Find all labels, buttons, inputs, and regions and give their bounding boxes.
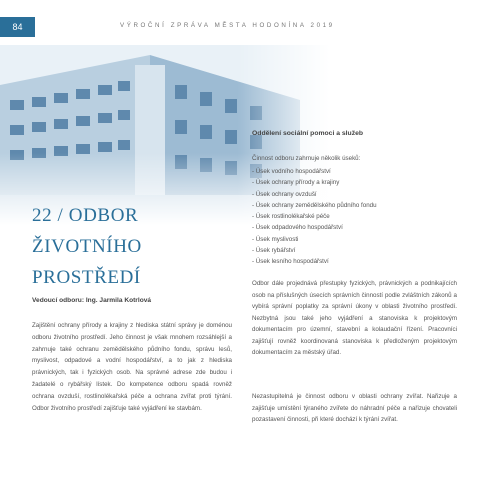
chapter-title-line: 22 / ODBOR — [32, 205, 139, 226]
list-item: - Úsek ochrany ovzduší — [252, 190, 317, 198]
list-item: - Úsek vodního hospodářství — [252, 168, 331, 175]
list-item: - Úsek rybářství — [252, 247, 296, 255]
chapter-title — [32, 200, 232, 293]
list-item: - Úsek myslivosti — [252, 235, 299, 243]
paragraph-animal-protection: Nezastupitelná je činnost odboru v oblasti ochrany zvířat. Nařizuje a zajišťuje umístění týraného zvířete do náhradní péče a nařizuje chovateli pozastavení činnosti, při které dochází k týrání zvířat. — [252, 393, 457, 423]
list-item: - Úsek odpadového hospodářství — [252, 224, 343, 232]
running-header: VÝROČNÍ ZPRÁVA MĚSTA HODONÍNA 2019 — [120, 22, 335, 29]
section-heading: Oddělení sociální pomoci a služeb — [252, 130, 364, 137]
department-description: Zajištění ochrany přírody a krajiny z hlediska státní správy je doménou odboru životního prostředí. Jeho činnost je však mnohem rozsáhlejší a zahrnuje také ochranu zemědělského půdního fondu, správu lesů, myslivost, odpadové a vodní hospodářství, a to jak z hlediska právnických, tak i fyzických osob. Na správné adrese zde budou i žadatelé o rybářský lístek. Do kompetence odboru spadá rovněž ochrana ovzduší, rostlinolékařská péče a ochrana zvířat proti týrání. Odbor životního prostředí zajišťuje také vyjádření ke stavbám. — [32, 322, 232, 412]
paragraph-offences: Odbor dále projednává přestupky fyzických, právnických a podnikajících osob na příslušných úsecích správních činností podle zvláštních zákonů a vybírá správní poplatky za správní úkony v oblasti životního prostředí. Nezbytná jsou také jeho vyjádření a stanoviska k projektovým dokumentacím pro územní, stavební a kolaudační řízení. Pracovníci zajišťují rovněž koordinovaná stanoviska k předloženým projektovým dokumentacím za městský úřad. — [252, 280, 457, 356]
department-head: Vedoucí odboru: Ing. Jarmila Kotrlová — [32, 297, 152, 304]
chapter-title-line: PROSTŘEDÍ — [32, 267, 141, 288]
page-number: 84 — [0, 17, 35, 37]
units-list — [252, 166, 377, 268]
list-item: - Úsek lesního hospodářství — [252, 258, 329, 266]
units-intro: Činnost odboru zahrnuje několik úseků: — [252, 155, 361, 162]
list-item: - Úsek ochrany zemědělského půdního fondu — [252, 201, 377, 209]
list-item: - Úsek rostlinolékařské péče — [252, 213, 330, 221]
list-item: - Úsek ochrany přírody a krajiny — [252, 179, 340, 187]
chapter-title-line: ŽIVOTNÍHO — [32, 236, 142, 257]
